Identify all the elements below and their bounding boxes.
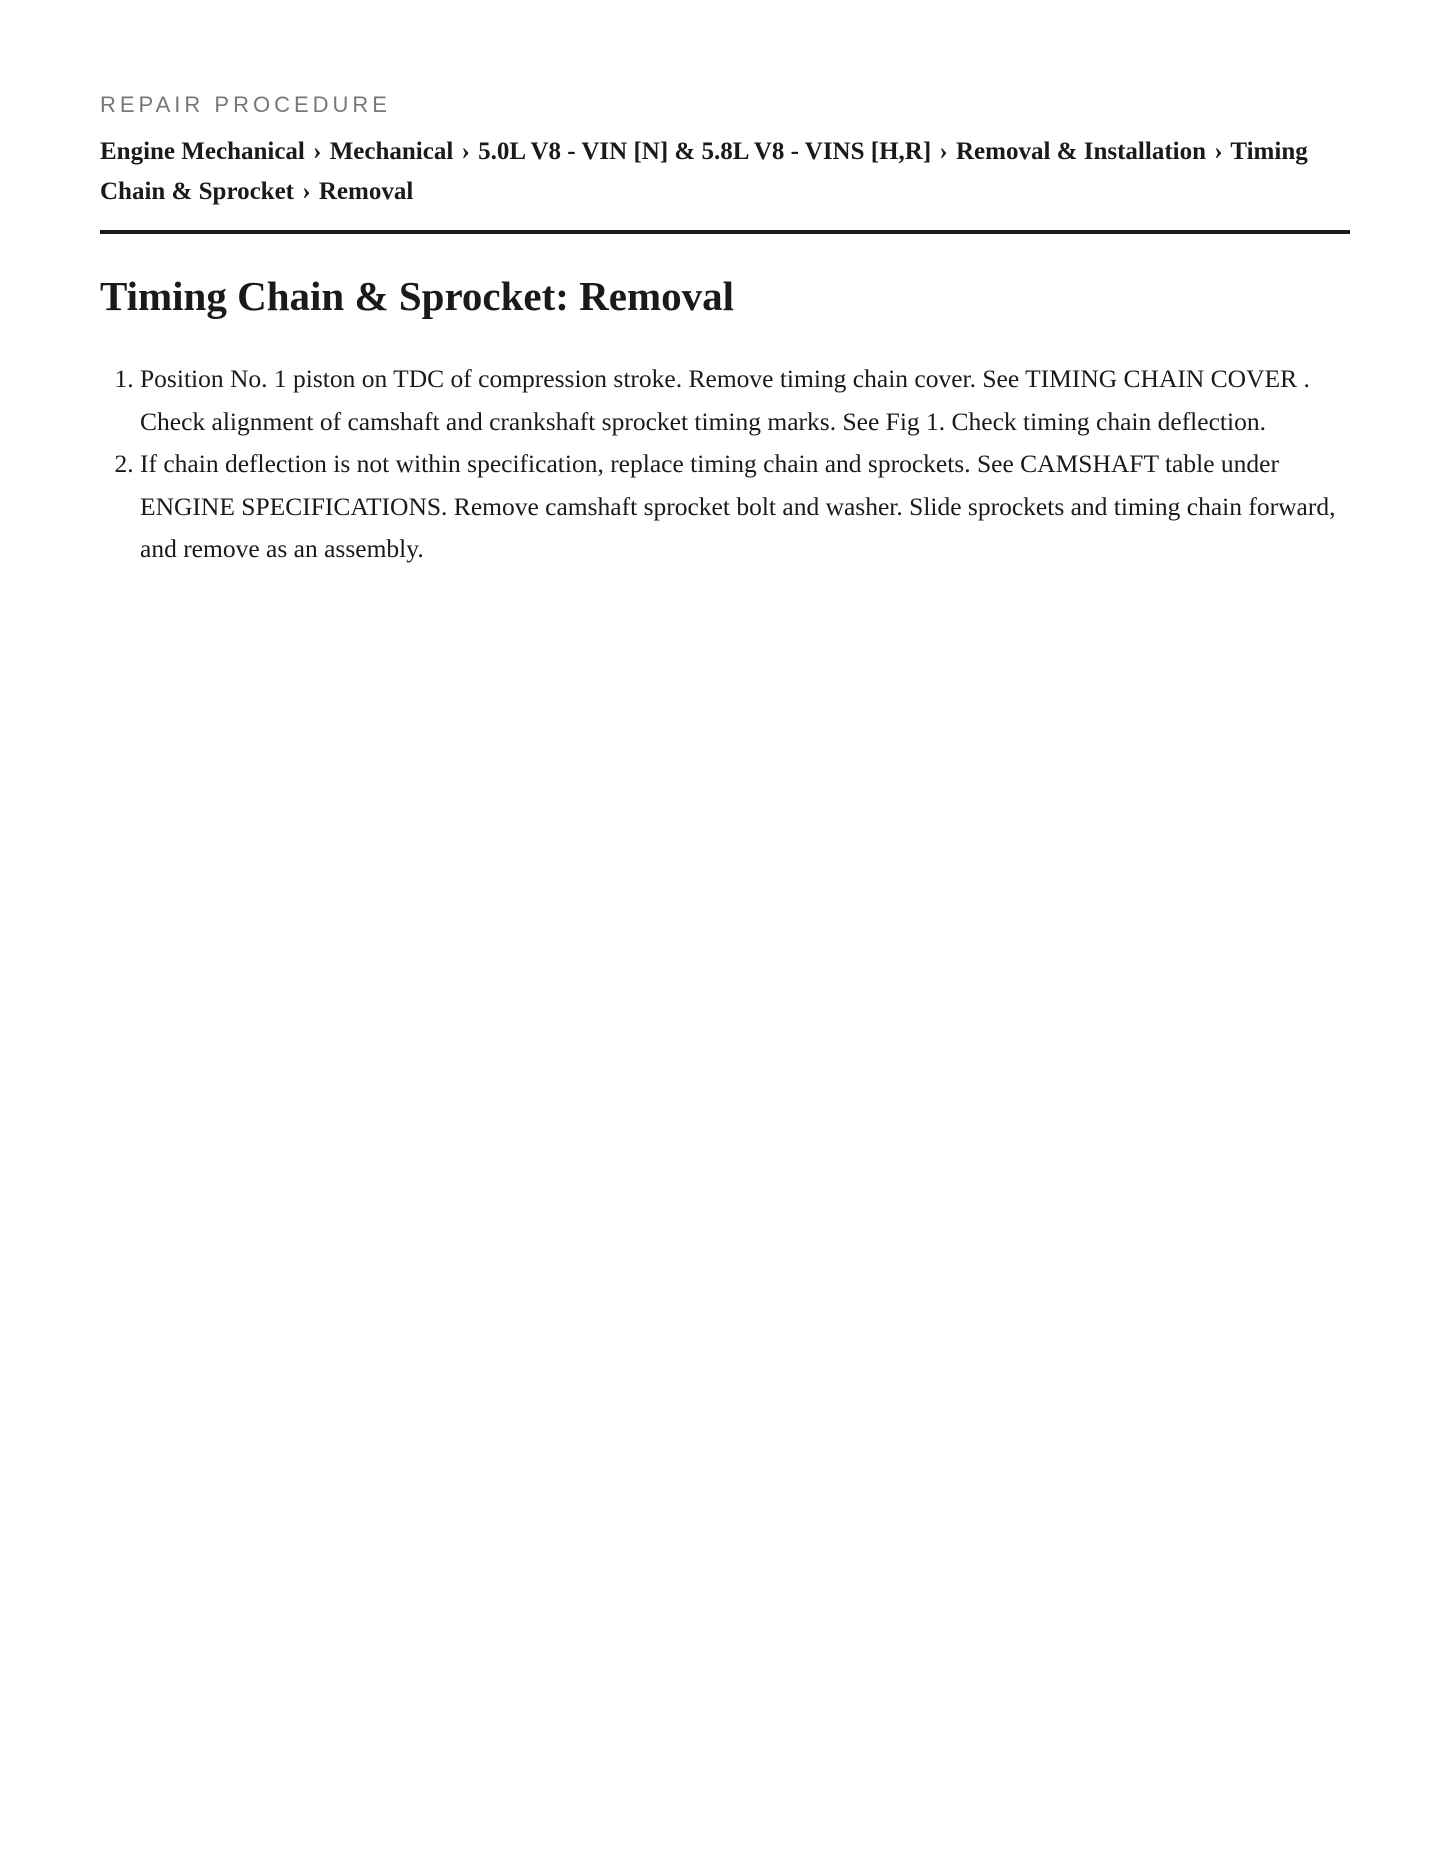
- breadcrumb-item: Mechanical: [329, 138, 454, 165]
- breadcrumb-separator: ›: [1214, 138, 1223, 165]
- procedure-steps: [100, 358, 1350, 571]
- breadcrumb-separator: ›: [302, 178, 311, 205]
- breadcrumb-item: Engine Mechanical: [100, 138, 305, 165]
- page-title: Timing Chain & Sprocket: Removal: [100, 273, 735, 319]
- procedure-step: 2. If chain deflection is not within specification, replace timing chain and sprockets. See CAMSHAFT table under ENGINE SPECIFICATIONS. Remove camshaft sprocket bolt and washer. Slide sprockets and timing chain forward, and remove as an assembly.: [140, 443, 1350, 571]
- breadcrumb-item: 5.0L V8 - VIN [N] & 5.8L V8 - VINS [H,R]: [478, 138, 932, 165]
- breadcrumb-item: Removal & Installation: [956, 138, 1206, 165]
- breadcrumb-item-current: Removal: [318, 178, 414, 205]
- breadcrumb-separator: ›: [313, 138, 322, 165]
- breadcrumb-separator: ›: [461, 138, 470, 165]
- breadcrumb-item: Timing Chain & Sprocket: [100, 138, 1308, 205]
- section-eyebrow: REPAIR PROCEDURE: [100, 92, 391, 117]
- document-page: [100, 90, 1350, 571]
- breadcrumb-separator: ›: [939, 138, 948, 165]
- procedure-step: 1. Position No. 1 piston on TDC of compression stroke. Remove timing chain cover. See TIMING CHAIN COVER . Check alignment of camshaft and crankshaft sprocket timing marks. See Fig 1. Check timing chain deflection.: [140, 358, 1350, 443]
- breadcrumb: [100, 132, 1350, 234]
